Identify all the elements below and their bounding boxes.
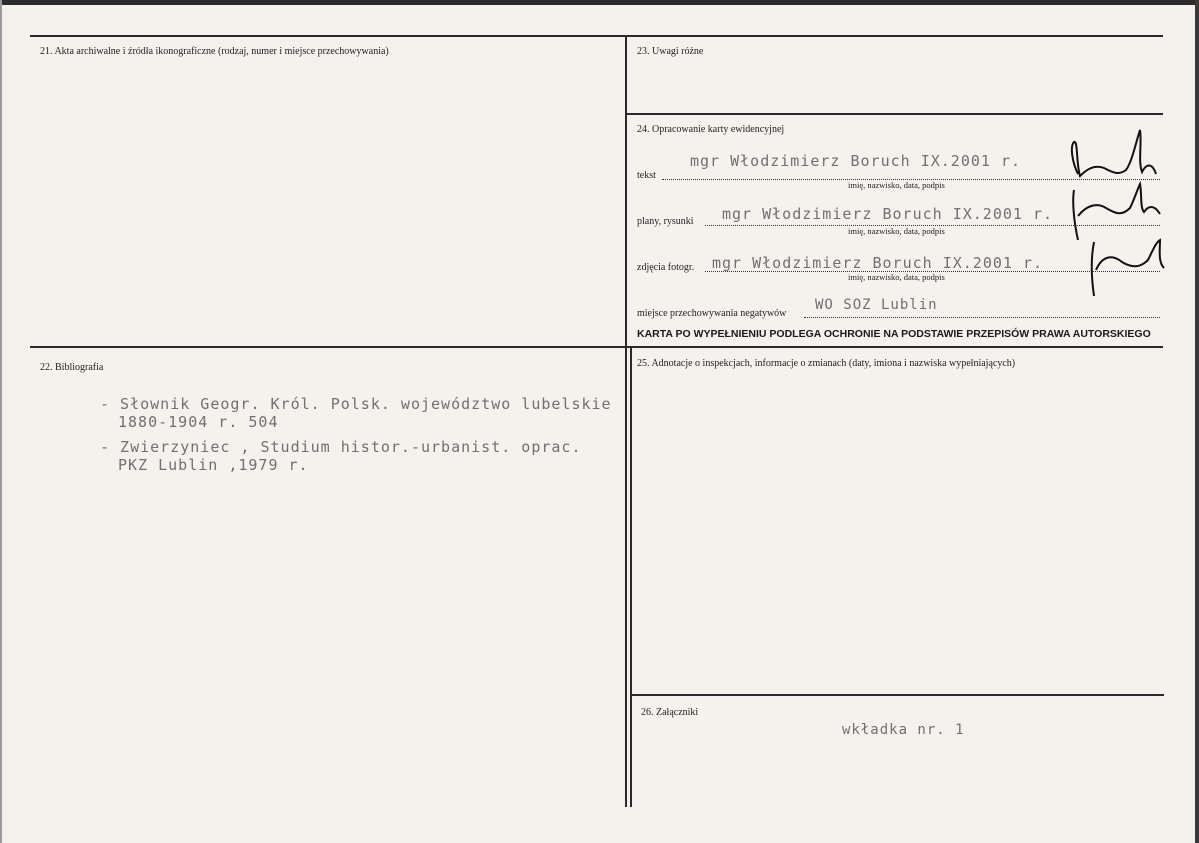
section-21-label: 21. Akta archiwalne i źródła ikonograficzne (rodzaj, numer i miejsce przechowywania) (40, 46, 389, 57)
value-tekst: mgr Włodzimierz Boruch IX.2001 r. (690, 152, 1022, 170)
section-25-label: 25. Adnotacje o inspekcjach, informacje o zmianach (daty, imiona i nazwiska wypełniających) (637, 358, 1016, 369)
signature-mark (1060, 122, 1165, 302)
field-label-tekst: tekst (637, 170, 656, 181)
caption-plany: imię, nazwisko, data, podpis (848, 226, 945, 236)
value-zdjecia: mgr Włodzimierz Boruch IX.2001 r. (712, 254, 1044, 272)
section-22-label: 22. Bibliografia (40, 362, 104, 373)
divider-25-26 (630, 694, 1164, 696)
bibliography-entry-2-line-2: PKZ Lublin ,1979 r. (118, 456, 309, 474)
top-border (30, 35, 1163, 37)
page-right-edge (1195, 0, 1199, 843)
storage-label: miejsce przechowywania negatywów (637, 308, 787, 319)
field-label-plany: plany, rysunki (637, 216, 694, 227)
bibliography-entry-1-line-1: - Słownik Geogr. Król. Polsk. województwo lubelskie (100, 395, 612, 413)
page-top-edge (0, 0, 1199, 5)
section-26-label: 26. Załączniki (641, 707, 699, 718)
divider-23-24 (627, 113, 1163, 115)
bibliography-entry-2-line-1: - Zwierzyniec , Studium histor.-urbanist. oprac. (100, 438, 582, 456)
dotted-line-storage (804, 317, 1160, 318)
copyright-notice: KARTA PO WYPEŁNIENIU PODLEGA OCHRONIE NA PODSTAWIE PRZEPISÓW PRAWA AUTORSKIEGO (637, 328, 1151, 340)
section-23-label: 23. Uwagi różne (637, 46, 704, 57)
vertical-26-left (630, 346, 632, 807)
caption-tekst: imię, nazwisko, data, podpis (848, 180, 945, 190)
field-label-zdjecia: zdjęcia fotogr. (637, 262, 695, 273)
middle-divider (30, 346, 1163, 348)
section-24-label: 24. Opracowanie karty ewidencyjnej (637, 124, 785, 135)
attachment-value: wkładka nr. 1 (842, 722, 965, 738)
value-plany: mgr Włodzimierz Boruch IX.2001 r. (722, 205, 1054, 223)
caption-zdjecia: imię, nazwisko, data, podpis (848, 272, 945, 282)
storage-value: WO SOZ Lublin (815, 297, 938, 313)
page-left-edge (0, 0, 2, 843)
center-divider (625, 35, 627, 807)
bibliography-entry-1-line-2: 1880-1904 r. 504 (118, 413, 279, 431)
